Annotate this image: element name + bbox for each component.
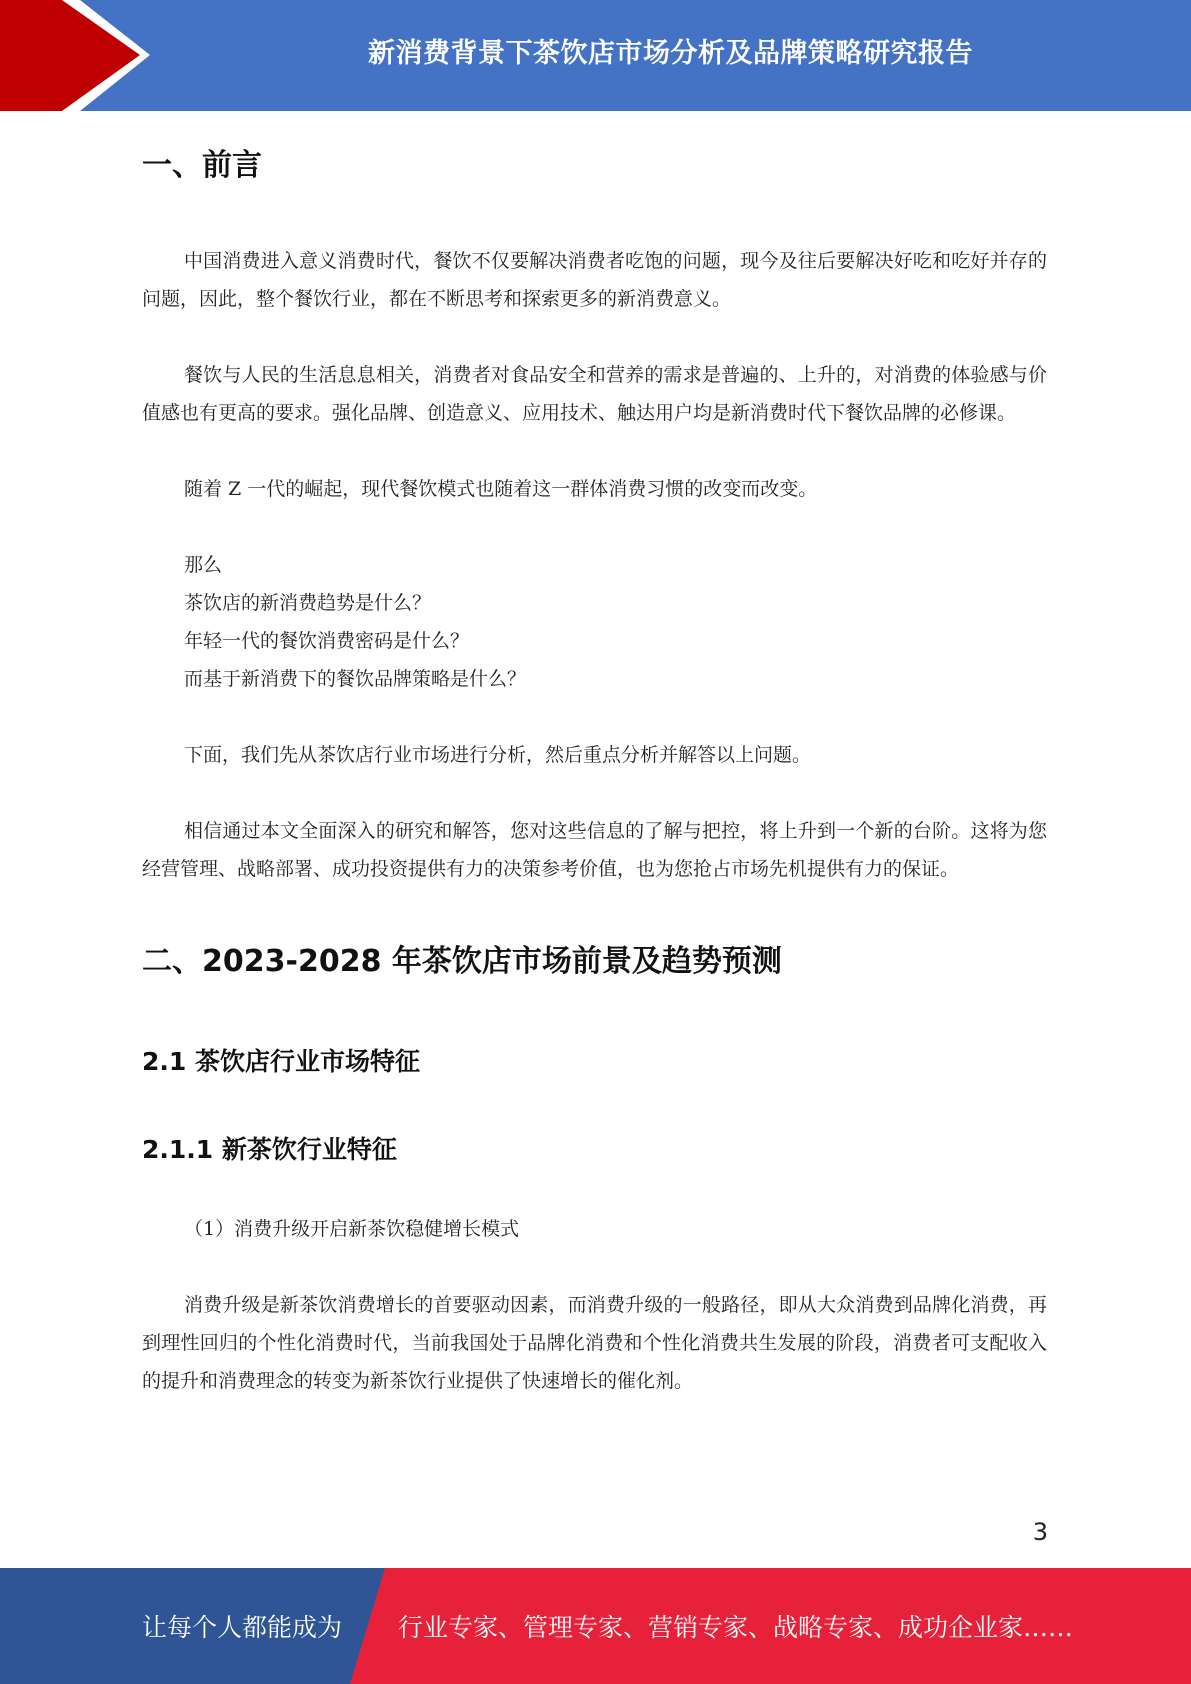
question-line: 年轻一代的餐饮消费密码是什么？ [184, 630, 470, 652]
paragraph: 餐饮与人民的生活息息相关，消费者对食品安全和营养的需求是普遍的、上升的，对消费的体验感与价值感也有更高的要求。强化品牌、创造意义、应用技术、触达用户均是新消费时代下餐饮品牌的必修课。 [142, 364, 1047, 424]
paragraph: 随着 Z 一代的崛起，现代餐饮模式也随着这一群体消费习惯的改变而改变。 [184, 478, 818, 500]
page-number: 3 [1032, 1518, 1048, 1546]
paragraph: 下面，我们先从茶饮店行业市场进行分析，然后重点分析并解答以上问题。 [184, 744, 812, 766]
footer-slogan-right: 行业专家、管理专家、营销专家、战略专家、成功企业家…… [398, 1613, 1074, 1642]
page-header [0, 0, 1191, 111]
footer-slogan-left: 让每个人都能成为 [142, 1613, 343, 1642]
list-item: （1）消费升级开启新茶饮稳健增长模式 [184, 1218, 520, 1240]
document-body [142, 130, 1047, 1400]
report-title: 新消费背景下茶饮店市场分析及品牌策略研究报告 [368, 37, 973, 69]
subsubsection-heading: 2.1.1 新茶饮行业特征 [142, 1135, 397, 1164]
paragraph: 相信通过本文全面深入的研究和解答，您对这些信息的了解与把控，将上升到一个新的台阶。这将为您经营管理、战略部署、成功投资提供有力的决策参考价值，也为您抢占市场先机提供有力的保证。 [142, 820, 1047, 880]
section-heading-forecast: 二、2023-2028 年茶饮店市场前景及趋势预测 [142, 944, 782, 979]
paragraph: 中国消费进入意义消费时代，餐饮不仅要解决消费者吃饱的问题，现今及往后要解决好吃和吃好并存的问题，因此，整个餐饮行业，都在不断思考和探索更多的新消费意义。 [142, 250, 1047, 310]
question-intro: 那么 [184, 554, 223, 576]
subsection-heading: 2.1 茶饮店行业市场特征 [142, 1047, 420, 1076]
question-line: 而基于新消费下的餐饮品牌策略是什么？ [184, 668, 527, 690]
question-line: 茶饮店的新消费趋势是什么？ [184, 592, 432, 614]
section-heading-preface: 一、前言 [142, 148, 262, 183]
page-footer [0, 1568, 1191, 1684]
paragraph: 消费升级是新茶饮消费增长的首要驱动因素，而消费升级的一般路径，即从大众消费到品牌化消费，再到理性回归的个性化消费时代，当前我国处于品牌化消费和个性化消费共生发展的阶段，消费者可支配收入的提升和消费理念的转变为新茶饮行业提供了快速增长的催化剂。 [142, 1294, 1047, 1392]
